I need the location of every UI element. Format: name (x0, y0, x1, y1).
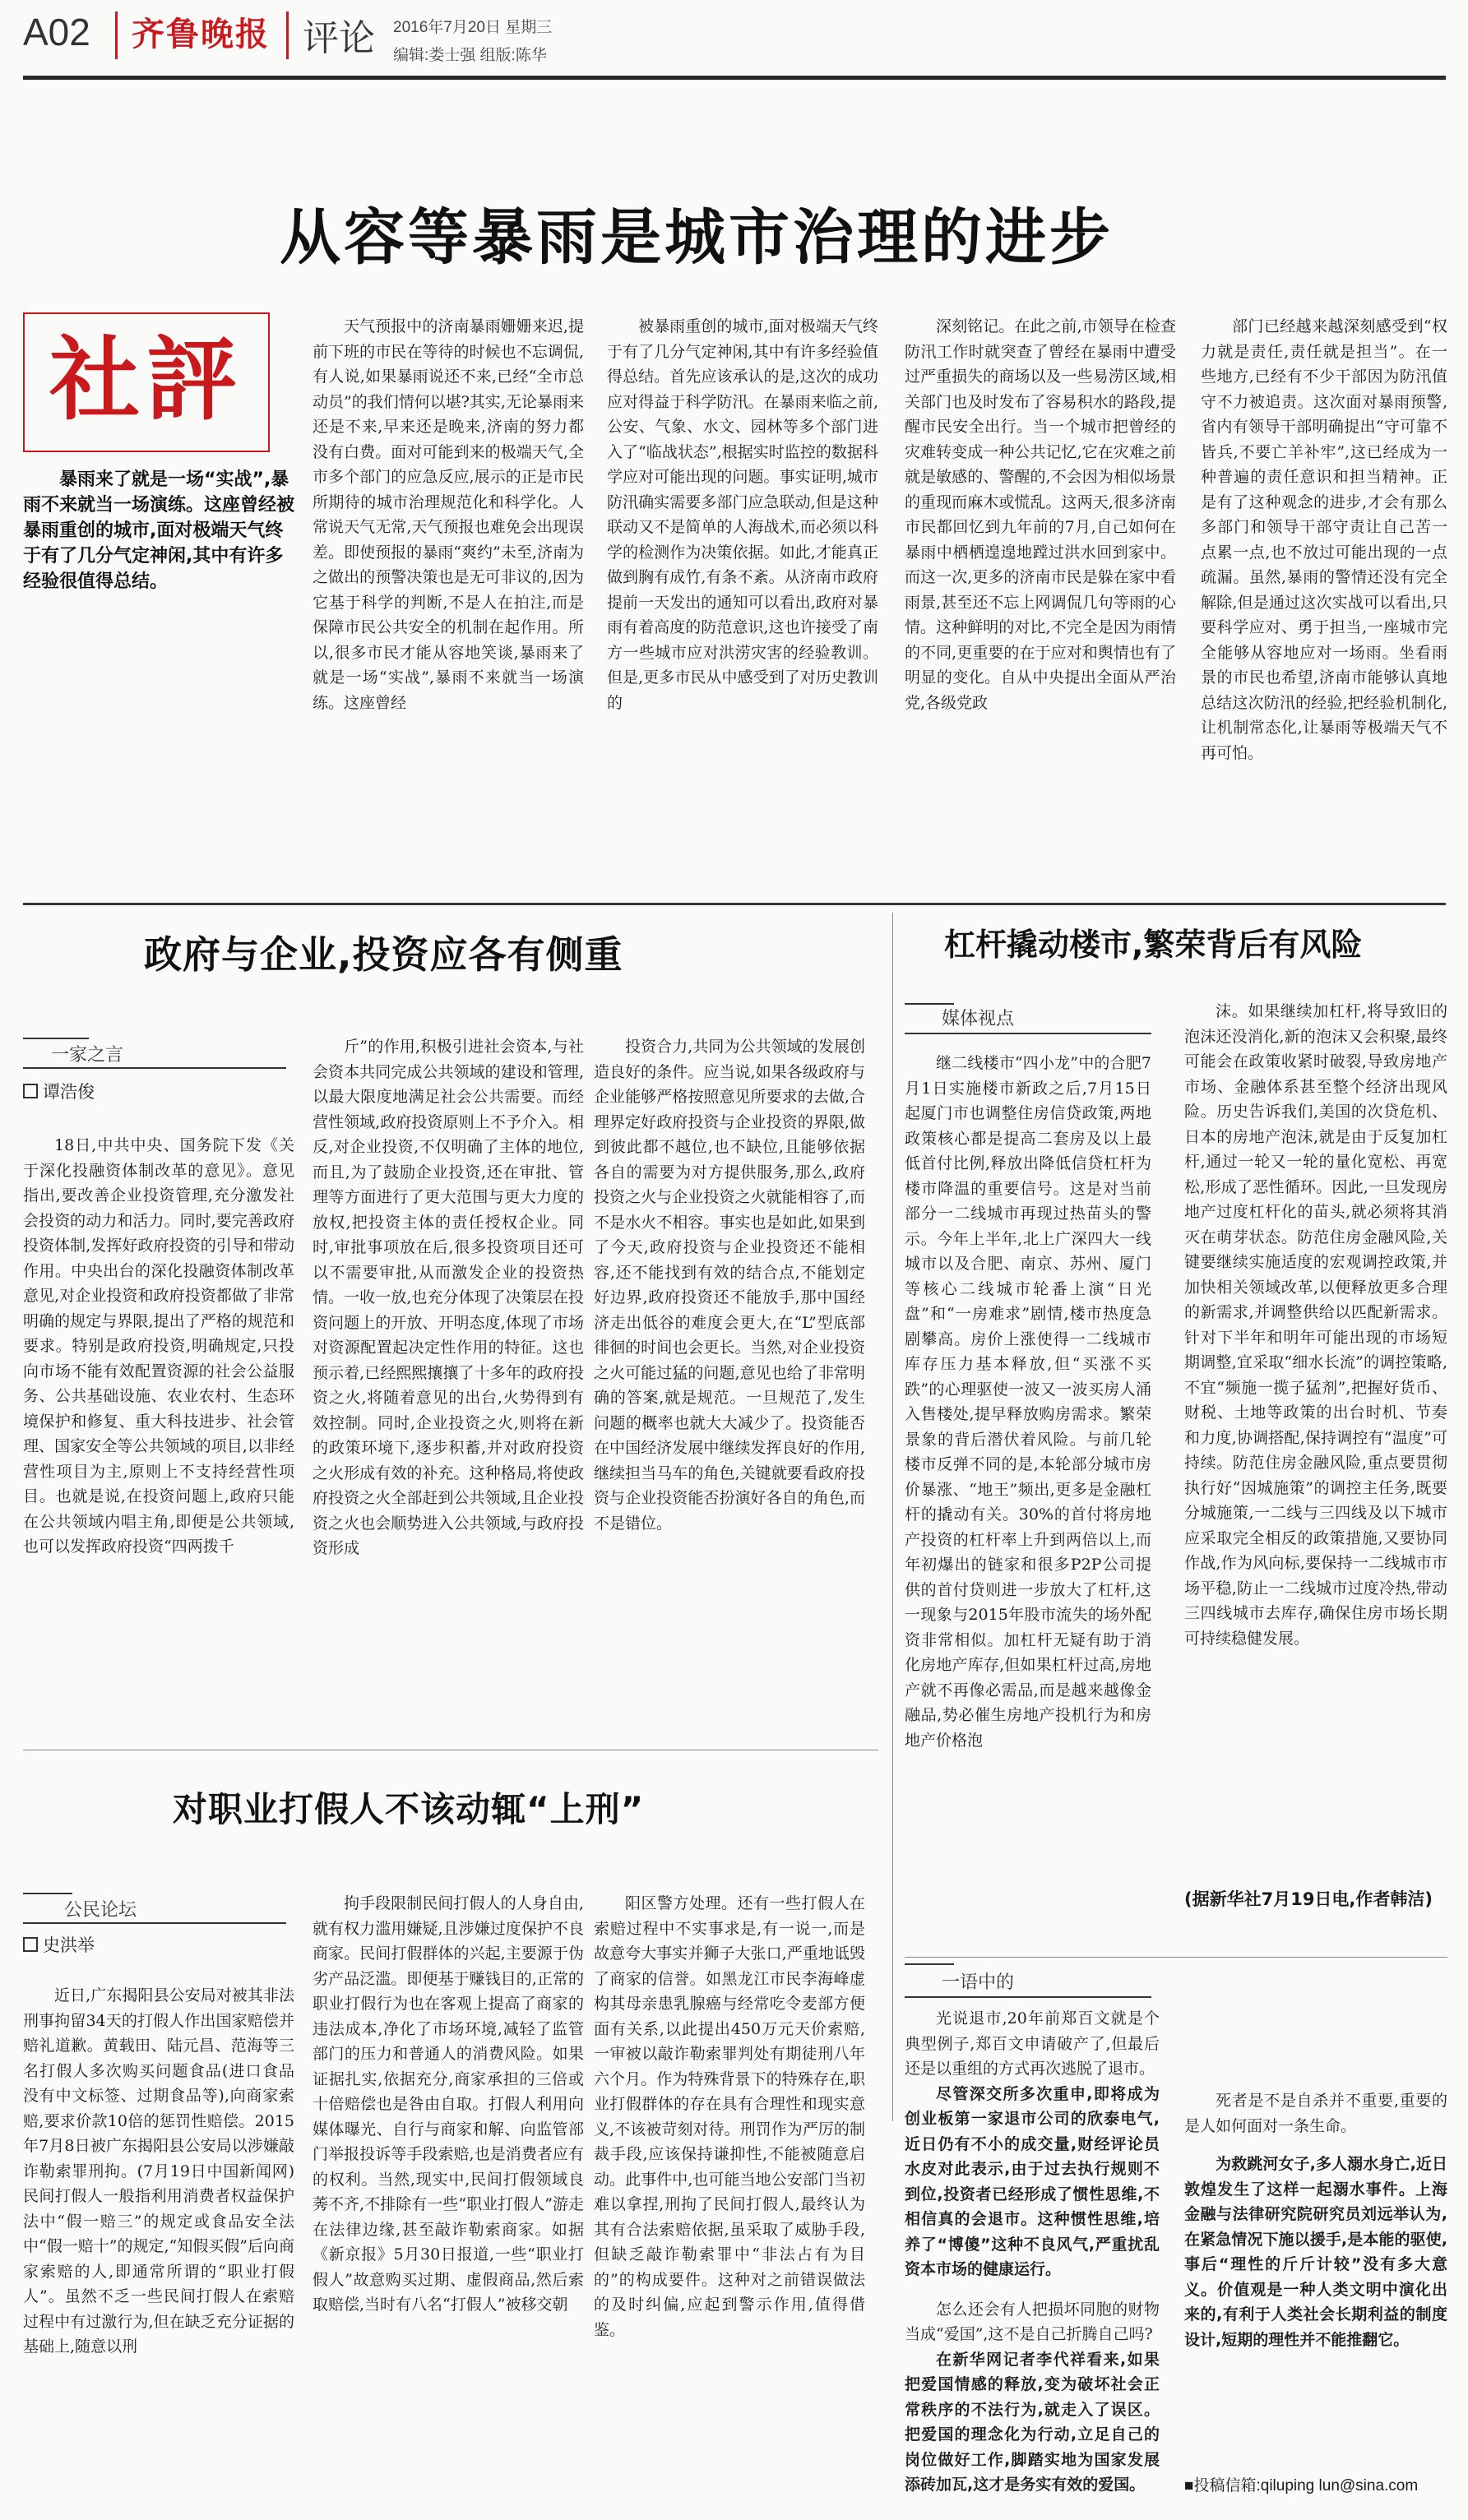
editorial-headline: 从容等暴雨是城市治理的进步 (280, 202, 1114, 273)
column-tag: 媒体视点 (942, 1009, 1015, 1029)
article-column: 斤”的作用,积极引进社会资本,与社会资本共同完成公共领域的建设和管理,以最大限度地满足社会公共需要。而经营性领域,政府投资原则上不予介入。相反,对企业投资,不仅明确了主体的地位,而且,为了鼓励企业投资,还在审批、管理等方面进行了更大范围与更大力度的放权,把投资主体的责任授权企业。同时,审批事项放在后,很多投资项目还可以不需要审批,从而激发企业的投资热情。一收一放,也充分体现了决策层在投资问题上的开放、开明态度,体现了市场对资源配置起决定性作用的特征。这也预示着,已经熙熙攘攘了十多年的政府投资之火,将随着意见的出台,火势得到有效控制。同时,企业投资之火,则将在新的政策环境下,逐步积蓄,并对政府投资之火形成有效的补充。这种格局,将使政府投资之火全部赶到公共领域,且企业投资之火也会顺势进入公共领域,与政府投资形成 (313, 1038, 584, 1557)
header-divider (115, 12, 118, 59)
header-rule (23, 76, 1446, 80)
article-column: 阳区警方处理。还有一些打假人在索赔过程中不实事求是,有一说一,而是故意夸大事实并狮子大张口,严重地诋毁了商家的信誉。如黑龙江市民李海峰虚构其母亲患乳腺癌与经常吃令麦部方便面有关系,以此提出450万元天价索赔,一审被以敲诈勒索罪判处有期徒刑八年六个月。作为特殊背景下的特殊存在,职业打假群体的存在具有合理性和现实意义,不该被苛刻对待。刑罚作为严厉的制裁手段,应该保持谦抑性,不能被随意启动。此事件中,也可能当地公安部门当初难以拿捏,刑拘了民间打假人,最终认为其有合法索赔依据,虽采取了威胁手段,但缺乏敲诈勒索罪中“非法占有为目的”的构成要件。这种对之前错误做法的及时纠偏,应起到警示作用,值得借鉴。 (594, 1894, 865, 2339)
article-source-note: (据新华社7月19日电,作者韩洁) (1184, 1889, 1433, 1909)
tag-rule (905, 1963, 954, 1965)
article-column: 拘手段限制民间打假人的人身自由,就有权力滥用嫌疑,且涉嫌过度保护不良商家。民间打假群体的兴起,主要源于伪劣产品泛滥。即便基于赚钱目的,正常的职业打假行为也在客观上提高了商家的违法成本,净化了市场环境,减轻了监管部门的压力和普通人的消费风险。如果证据扎实,依据充分,商家承担的三倍或十倍赔偿也是咎由自取。打假人利用向媒体曝光、自行与商家和解、向监管部门举报投诉等手段索赔,也是消费者应有的权利。当然,现实中,民间打假领域良莠不齐,不排除有一些“职业打假人”游走在法律边缘,甚至敲诈勒索商家。如据《新京报》5月30日报道,一些“职业打假人”故意购买过期、虚假商品,然后索取赔偿,当时有八名“打假人”被移交朝 (313, 1894, 584, 2314)
article-headline: 杠杆撬动楼市,繁荣背后有风险 (944, 927, 1363, 963)
tag-rule (905, 1033, 1151, 1034)
article-headline: 对职业打假人不该动辄“上刑” (173, 1789, 645, 1829)
article-column: 沫。如果继续加杠杆,将导致旧的泡沫还没消化,新的泡沫又会积聚,最终可能会在政策收紧时破裂,导致房地产市场、金融体系甚至整个经济出现风险。历史告诉我们,美国的次贷危机、日本的房地产泡沫,就是由于反复加杠杆,通过一轮又一轮的量化宽松、再宽松,形成了恶性循环。因此,一旦发现房地产过度杠杆化的苗头,就必须将其消灭在萌芽状态。防范住房金融风险,关键要继续实施适度的宏观调控政策,并加快相关领域改革,以便释放更多合理的新需求,并调整供给以匹配新需求。针对下半年和明年可能出现的市场短期调整,宜采取“细水长流”的调控策略,不宜“频施一揽子猛剂”,把握好货币、财税、土地等政策的出台时机、节奏和力度,协调搭配,保持调控有“温度”可持续。防范住房金融风险,重点要贯彻执行好“因城施策”的调控主任务,既要分城施策,一二线与三四线及以下城市应采取完全相反的政策措施,又要协同作战,作为风向标,要保持一二线城市市场平稳,防止一二线城市过度冷热,带动三四线城市去库存,确保住房市场长期可持续稳健发展。 (1184, 1002, 1447, 1648)
article-column: 18日,中共中央、国务院下发《关于深化投融资体制改革的意见》。意见指出,要改善企业投资管理,充分激发社会投资的动力和活力。同时,要完善政府投资体制,发挥好政府投资的引导和带动作用。中央出台的深化投融资体制改革意见,对企业投资和政府投资都做了非常明确的规定与界限,提出了严格的规范和要求。特别是政府投资,明确规定,只投向市场不能有效配置资源的社会公益服务、公共基础设施、农业农村、生态环境保护和修复、重大科技进步、社会管理、国家安全等公共领域的项目,以非经营性项目为主,原则上不支持经营性项目。也就是说,在投资问题上,政府只能在公共领域内唱主角,即便是公共领域,也可以发挥政府投资“四两拨千 (23, 1136, 294, 1556)
section-rule (905, 1957, 1447, 1958)
tag-rule (23, 1893, 72, 1894)
byline-box-icon (23, 1084, 38, 1098)
editor-credits: 编辑:娄士强 组版:陈华 (393, 47, 547, 64)
article-column: 继二线楼市“四小龙”中的合肥7月1日实施楼市新政之后,7月15日起厦门市也调整住房信贷政策,两地政策核心都是提高二套房及以上最低首付比例,释放出降低信贷杠杆为楼市降温的重要信号。这是对当前部分一二线城市再现过热苗头的警示。今年上半年,北上广深四大一线城市以及合肥、南京、苏州、厦门等核心二线城市轮番上演“日光盘”和“一房难求”剧情,楼市热度急剧攀高。房价上涨使得一二线城市库存压力基本释放,但“买涨不买跌”的心理驱使一波又一波买房人涌入售楼处,提早释放购房需求。繁荣景象的背后潜伏着风险。与前几轮楼市反弹不同的是,本轮部分城市房价暴涨、“地王”频出,更多是金融杠杆的撬动有关。30%的首付将房地产投资的杠杆率上升到两倍以上,而年初爆出的链家和很多P2P公司提供的首付贷则进一步放大了杠杆,这一现象与2015年股市流失的场外配资非常相似。加杠杆无疑有助于消化房地产库存,但如果杠杆过高,房地产就不再像必需品,而是越来越像金融品,势必催生房地产投机行为和房地产价格泡 (905, 1054, 1151, 1750)
column-tag: 一家之言 (51, 1045, 124, 1066)
author-byline: 史洪举 (23, 1932, 95, 1957)
page-number: A02 (23, 11, 90, 53)
editorial-stamp-logo: 社評 (23, 312, 270, 452)
editorial-lead: 暴雨来了就是一场“实战”,暴雨不来就当一场演练。这座曾经被暴雨重创的城市,面对极端天气终于有了几分气定神闲,其中有许多经验很值得总结。 (23, 469, 295, 592)
quote-column: 光说退市,20年前郑百文就是个典型例子,郑百文申请破产了,但最后还是以重组的方式再次逃脱了退市。 尽管深交所多次重申,即将成为创业板第一家退市公司的欣泰电气,近日仍有不小的成交量,财经评论员水皮对此表示,由于过去执行规则不到位,投资者已经形成了惯性思维,不相信真的会退市。这种惯性思维,培养了“博傻”这种不良风气,严重扰乱资本市场的健康运行。 怎么还会有人把损坏同胞的财物当成“爱国”,这不是自己折腾自己吗? 在新华网记者李代祥看来,如果把爱国情感的释放,变为破坏社会正常秩序的不法行为,就走入了误区。把爱国的理念化为行动,立足自己的岗位做好工作,脚踏实地为国家发展添砖加瓦,这才是务实有效的爱国。 (905, 2009, 1160, 2494)
tag-rule (905, 1996, 1151, 1998)
tag-rule (23, 1922, 286, 1924)
quote-column: 死者是不是自杀并不重要,重要的是人如何面对一条生命。 为救跳河女子,多人溺水身亡,近日敦煌发生了这样一起溺水事件。上海金融与法律研究院研究员刘远举认为,在紧急情况下施以援手,是本能的驱使,事后“理性的斤斤计较”没有多大意义。价值观是一种人类文明中演化出来的,有利于人类社会长期利益的制度设计,短期的理性并不能推翻它。 (1184, 2092, 1447, 2349)
column-tag: 一语中的 (942, 1972, 1015, 1993)
article-column: 投资合力,共同为公共领域的发展创造良好的条件。应当说,如果各级政府与企业能够严格按照意见所要求的去做,合理界定好政府投资与企业投资的界限,做到彼此都不越位,也不缺位,且能够依据各自的需要为对方提供服务,那么,政府投资之火与企业投资之火就能相容了,而不是水火不相容。事实也是如此,如果到了今天,政府投资与企业投资还不能相容,还不能找到有效的结合点,不能划定好边界,政府投资还不能放手,那中国经济走出低谷的难度会更大,在“L”型底部徘徊的时间也会更长。当然,对企业投资之火可能过猛的问题,意见也给了非常明确的答案,就是规范。一旦规范了,发生问题的概率也就大大减少了。投资能否在中国经济发展中继续发挥良好的作用,继续担当马车的角色,关键就要看政府投资与企业投资能否扮演好各自的角色,而不是错位。 (594, 1038, 865, 1533)
editorial-column: 深刻铭记。在此之前,市领导在检查防汛工作时就突查了曾经在暴雨中遭受过严重损失的商场以及一些易涝区域,相关部门也及时发布了容易积水的路段,提醒市民安全出行。当一个城市把曾经的灾难转变成一种公共记忆,它在灾难之前就是敏感的、警醒的,不会因为相似场景的重现而麻木或慌乱。这两天,很多济南市民都回忆到九年前的7月,自己如何在暴雨中栖栖遑遑地蹚过洪水回到家中。而这一次,更多的济南市民是躲在家中看雨景,甚至还不忘上网调侃几句等雨的心情。这种鲜明的对比,不完全是因为雨情的不同,更重要的在于应对和舆情也有了明显的变化。自从中央提出全面从严治党,各级党政 (905, 317, 1176, 712)
header-divider (286, 12, 289, 59)
article-headline: 政府与企业,投资应各有侧重 (144, 932, 623, 977)
tag-rule (23, 1067, 286, 1069)
author-byline: 谭浩俊 (23, 1079, 95, 1103)
section-name: 评论 (303, 17, 375, 59)
submission-email[interactable]: ■投稿信箱:qiluping lun@sina.com (1184, 2477, 1419, 2495)
editorial-column: 天气预报中的济南暴雨姗姗来迟,提前下班的市民在等待的时候也不忘调侃,有人说,如果暴雨说还不来,已经“全市总动员”的我们情何以堪?其实,无论暴雨来还是不来,早来还是晚来,济南的努力都没有白费。面对可能到来的极端天气,全市多个部门的应急反应,展示的正是市民所期待的城市治理规范化和科学化。人常说天气无常,天气预报也难免会出现误差。即使预报的暴雨“爽约”未至,济南为之做出的预警决策也是无可非议的,因为它基于科学的判断,不是人在拍注,而是保障市民公共安全的机制在起作用。所以,很多市民才能从容地笑谈,暴雨来了就是一场“实战”,暴雨不来就当一场演练。这座曾经 (313, 317, 584, 712)
newspaper-brand-logo: 齐鲁晚报 (132, 15, 270, 53)
section-rule (23, 903, 1446, 905)
byline-box-icon (23, 1937, 38, 1952)
article-column: 近日,广东揭阳县公安局对被其非法刑事拘留34天的打假人作出国家赔偿并赔礼道歉。黄载田、陆元昌、范海等三名打假人多次购买问题食品(进口食品没有中文标签、过期食品等),向商家索赔,要求价款10倍的惩罚性赔偿。2015年7月8日被广东揭阳县公安局以涉嫌敲诈勒索罪刑拘。(7月19日中国新闻网)民间打假人一般指利用消费者权益保护法中“假一赔三”的规定或食品安全法中“假一赔十”的规定,“知假买假”后向商家索赔的人,即通常所谓的“职业打假人”。虽然不乏一些民间打假人在索赔过程中有过激行为,但在缺乏充分证据的基础上,随意以刑 (23, 1986, 294, 2356)
column-tag: 公民论坛 (64, 1900, 137, 1921)
tag-rule (23, 1038, 89, 1039)
editorial-column: 被暴雨重创的城市,面对极端天气终于有了几分气定神闲,其中有许多经验值得总结。首先应该承认的是,这次的成功应对得益于科学防汛。在暴雨来临之前,公安、气象、水文、园林等多个部门进入了“临战状态”,根据实时监控的数据科学应对可能出现的问题。事实证明,城市防汛确实需要多部门应急联动,但是这种联动又不是简单的人海战术,而必须以科学的检测作为决策依据。如此,才能真正做到胸有成竹,有条不紊。从济南市政府提前一天发出的通知可以看出,政府对暴雨有着高度的防范意识,这也许接受了南方一些城市应对洪涝灾害的经验教训。但是,更多市民从中感受到了对历史教训的 (607, 317, 878, 712)
issue-date: 2016年7月20日 星期三 (393, 19, 553, 36)
editorial-column: 部门已经越来越深刻感受到“权力就是责任,责任就是担当”。在一些地方,已经有不少干部因为防汛值守不力被追责。这次面对暴雨预警,省内有领导干部明确提出“守可靠不皆兵,不要亡羊补牢”,这已经成为一种普遍的责任意识和担当精神。正是有了这种观念的进步,才会有那么多部门和领导干部守责让自己苦一点累一点,也不放过可能出现的一点疏漏。虽然,暴雨的警情还没有完全解除,但是通过这次实战可以看出,只要科学应对、勇于担当,一座城市完全能够从容地应对一场雨。坐看雨景的市民也希望,济南市能够认真地总结这次防汛的经验,把经验机制化,让机制常态化,让暴雨等极端天气不再可怕。 (1201, 317, 1447, 762)
column-divider (892, 913, 893, 2121)
